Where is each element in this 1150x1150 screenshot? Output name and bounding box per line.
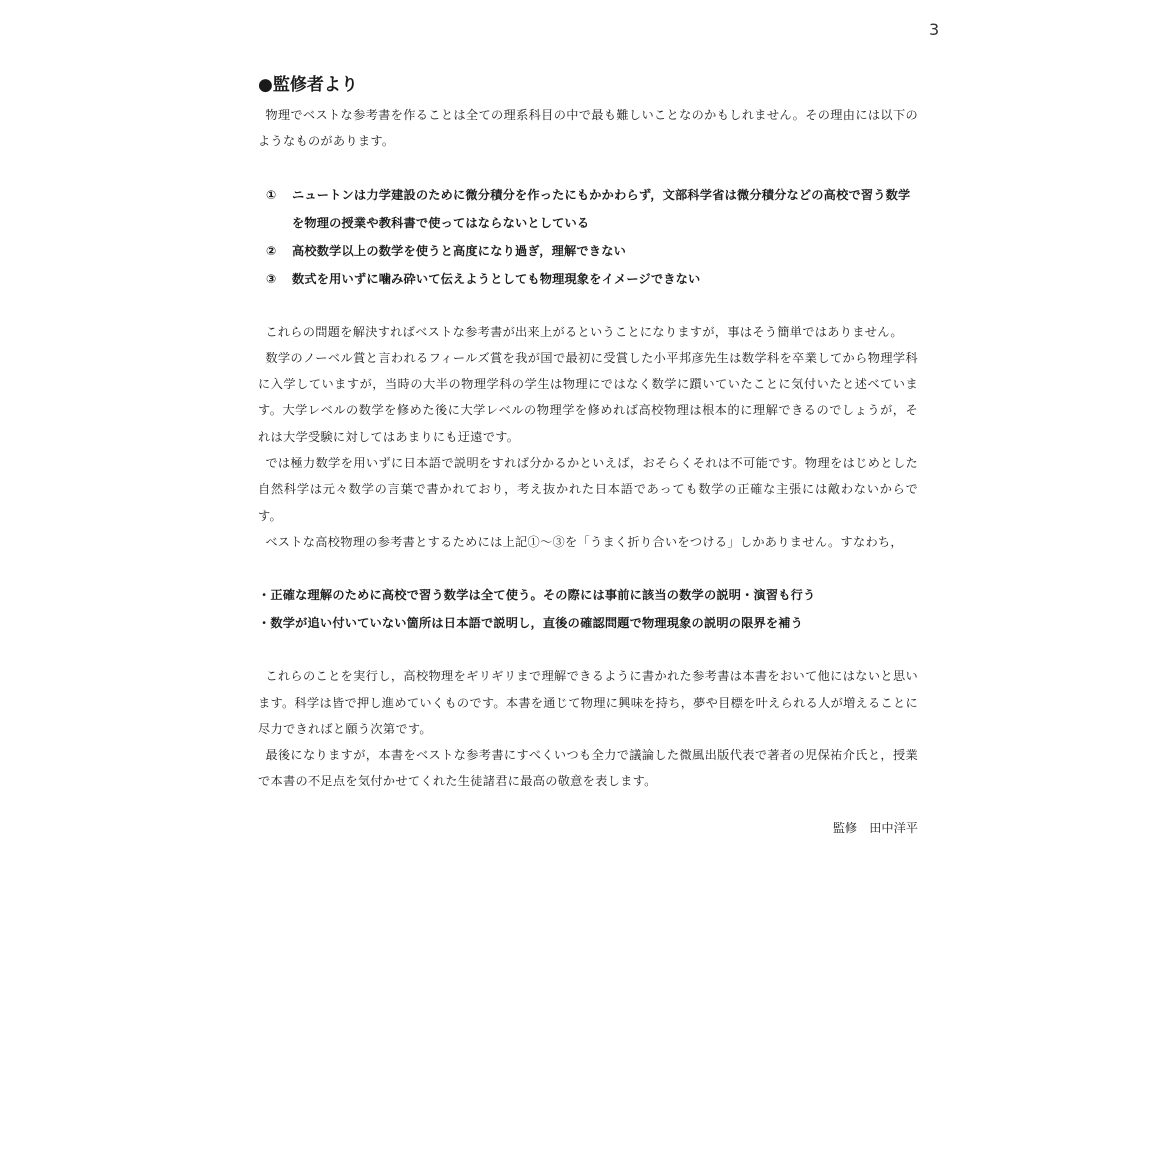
intro-paragraph: 物理でベストな参考書を作ることは全ての理系科目の中で最も難しいことなのかもしれません。その理由には以下のようなものがあります。 (258, 108, 918, 149)
body-paragraph: 数学のノーベル賞と言われるフィールズ賞を我が国で最初に受賞した小平邦彦先生は数学科を卒業してから物理学科に入学していますが，当時の大半の物理学科の学生は物理にではなく数学に躓いていたことに気付いたと述べています。大学レベルの数学を修めた後に大学レベルの物理学を修めれば高校物理は根本的に理解できるのでしょうが，それは大学受験に対してはあまりにも迂遠です。 (258, 350, 918, 444)
list-item: ・正確な理解のために高校で習う数学は全て使う。その際には事前に該当の数学の説明・演習も行う (258, 588, 816, 603)
section-heading: ●監修者より (258, 75, 358, 95)
body-paragraph: ベストな高校物理の参考書とするためには上記①～③を「うまく折り合いをつける」しかありません。すなわち， (265, 534, 903, 549)
item-text: ニュートンは力学建設のために微分積分を作ったにもかかわらず，文部科学省は微分積分などの高校で習う数学を物理の授業や教科書で使ってはならないとしている (292, 187, 911, 230)
list-item: ・数学が追い付いていない箇所は日本語で説明し，直後の確認問題で物理現象の説明の限界を補う (258, 616, 804, 631)
signature: 監修 田中洋平 (832, 820, 918, 835)
item-text: 数式を用いずに噛み砕いて伝えようとしても物理現象をイメージできない (292, 271, 701, 286)
item-text: 高校数学以上の数学を使うと高度になり過ぎ，理解できない (292, 243, 626, 258)
reasons-list (258, 181, 918, 293)
body-paragraph: では極力数学を用いずに日本語で説明をすれば分かるかといえば，おそらくそれは不可能です。物理をはじめとした自然科学は元々数学の言葉で書かれており，考え抜かれた日本語であっても数学の正確な主張には敵わないからです。 (258, 456, 918, 523)
policy-list (258, 581, 918, 637)
page-number: 3 (929, 20, 940, 39)
list-item (258, 265, 918, 293)
document-body (258, 72, 918, 841)
item-number: ③ (266, 271, 277, 286)
list-item (258, 181, 918, 237)
list-item (258, 237, 918, 265)
item-number: ② (266, 243, 277, 258)
item-number: ① (266, 187, 277, 202)
body-paragraph: 最後になりますが，本書をベストな参考書にすべくいつも全力で議論した微風出版代表で著者の児保祐介氏と，授業で本書の不足点を気付かせてくれた生徒諸君に最高の敬意を表します。 (258, 748, 918, 789)
body-paragraph: これらのことを実行し，高校物理をギリギリまで理解できるように書かれた参考書は本書をおいて他にはないと思います。科学は皆で押し進めていくものです。本書を通じて物理に興味を持ち，夢や目標を叶えられる人が増えることに尽力できればと願う次第です。 (258, 669, 918, 736)
body-paragraph: これらの問題を解決すればベストな参考書が出来上がるということになりますが，事はそう簡単ではありません。 (265, 324, 903, 339)
